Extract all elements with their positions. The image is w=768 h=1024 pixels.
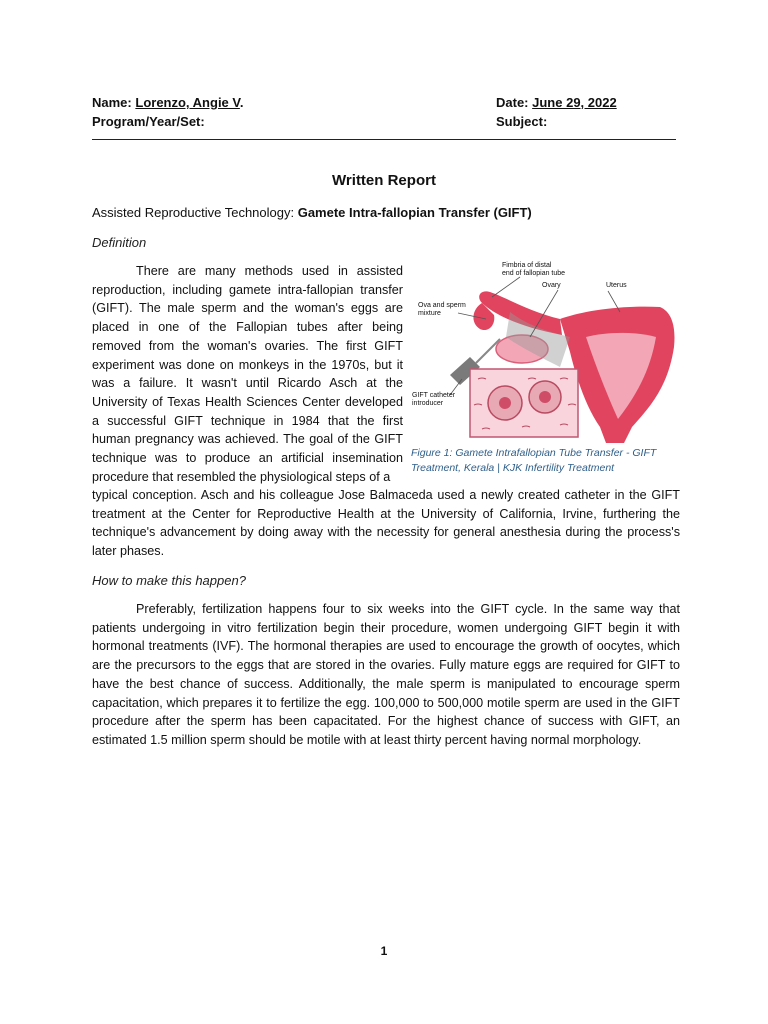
how-heading: How to make this happen? — [92, 573, 246, 588]
report-subtitle — [92, 205, 532, 220]
egg-nucleus-left — [499, 397, 511, 409]
definition-paragraph — [92, 262, 403, 486]
gift-illustration — [410, 257, 678, 443]
name-label: Name: — [92, 95, 132, 110]
date-value: June 29, 2022 — [532, 95, 617, 110]
magnified-view-box — [470, 369, 578, 437]
definition-text-part1: There are many methods used in assisted reproduction, including gamete intra-fallopian transfer (GIFT). The male sperm and the woman's eggs are placed in one of the Fallopian tubes after being removed from the woman's ovaries. The first GIFT experiment was done on monkeys in the 1970s, but it was a failure. It wasn't until Ricardo Asch at the University of Texas Health Sciences Center developed a successful GIFT technique in 1984 that the first human pregnancy was achieved. The goal of the GIFT technique was to produce an artificial insemination procedure that resembled the physiological steps of a — [92, 264, 403, 484]
report-title: Written Report — [332, 172, 436, 189]
how-text: Preferably, fertilization happens four to six weeks into the GIFT cycle. In the same way that patients undergoing in vitro fertilization begin their procedure, women undergoing GIFT begin it with hormonal treatments (IVF). The hormonal therapies are used to encourage the growth of oocytes, which are the precursors to the eggs that are stored in the ovaries. Fully mature eggs are required for GIFT to have the best chance of success. Additionally, the male sperm is manipulated to encourage sperm capacitation, which prepares it to fertilize the egg. 100,000 to 500,000 motile sperm are used in the GIFT procedure after the sperm has been capacitated. For the highest chance of success with GIFT, an estimated 1.5 million sperm should be motile with at least thirty percent having normal morphology. — [92, 602, 680, 747]
name-value: Lorenzo, Angie V — [135, 95, 240, 110]
date-line — [496, 95, 617, 110]
how-paragraph — [92, 600, 680, 750]
name-suffix: . — [239, 95, 244, 110]
uterus-label: Uterus — [606, 282, 627, 289]
ova-label: Ova and sperm mixture — [418, 302, 466, 317]
catheter-label: GIFT catheter introducer — [412, 392, 456, 407]
program-label: Program/Year/Set: — [92, 114, 205, 129]
header-divider — [92, 139, 676, 140]
gift-diagram-svg — [410, 257, 678, 443]
name-line — [92, 95, 244, 110]
page-number: 1 — [380, 944, 388, 958]
subtitle-prefix: Assisted Reproductive Technology: — [92, 205, 298, 220]
ovary-label: Ovary — [542, 282, 561, 289]
date-label: Date: — [496, 95, 529, 110]
fimbria-label: Fimbria of distal end of fallopian tube — [502, 262, 566, 277]
definition-paragraph-continued: typical conception. Asch and his colleague Jose Balmaceda used a newly created catheter in the GIFT treatment at the Center for Reproductive Health at the University of California, Irvine, furthering the technique's advancement by doing away with the necessity for general anesthesia during the process's later phases. — [92, 488, 680, 559]
definition-heading: Definition — [92, 235, 147, 250]
subtitle-topic: Gamete Intra-fallopian Transfer (GIFT) — [297, 205, 532, 220]
figure-caption: Figure 1: Gamete Intrafallopian Tube Transfer - GIFT Treatment, Kerala | KJK Infertility Treatment — [411, 447, 657, 474]
egg-nucleus-right — [539, 391, 551, 403]
subject-label: Subject: — [496, 114, 548, 129]
